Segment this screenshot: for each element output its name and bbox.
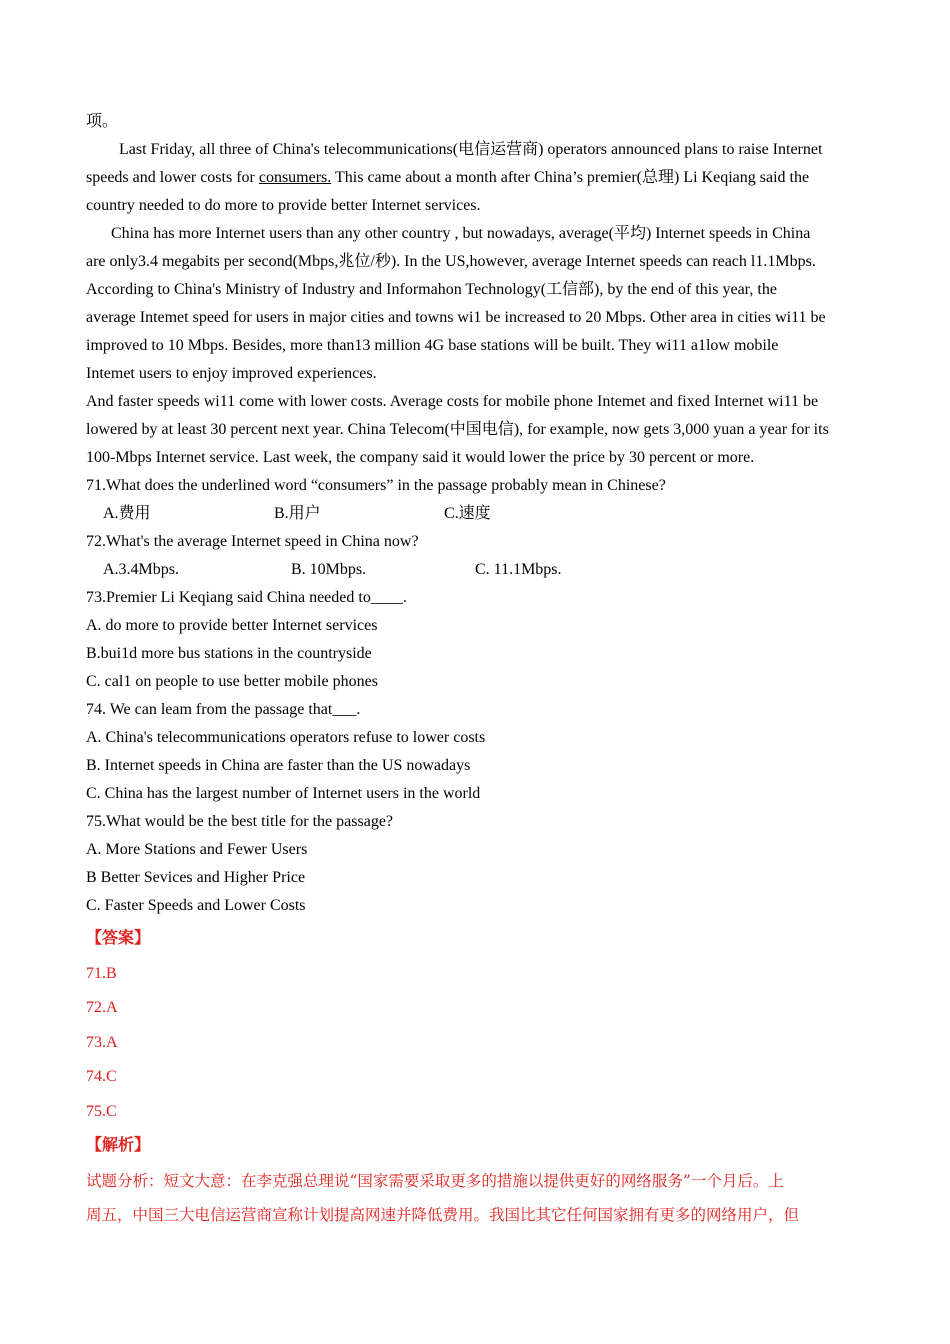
question-71: 71.What does the underlined word “consumers” in the passage probably mean in Chinese? <box>86 477 666 494</box>
question-73: 73.Premier Li Keqiang said China needed to____. <box>86 589 407 606</box>
option: C. cal1 on people to use better mobile phones <box>86 673 378 690</box>
underlined-word-consumers: consumers. <box>258 169 332 186</box>
question-71-options <box>86 500 870 528</box>
passage-line: average Intemet speed for users in major cities and towns wi1 be increased to 20 Mbps. Other area in cities wi11 be <box>86 309 826 326</box>
passage-line: 100-Mbps Internet service. Last week, the company said it would lower the price by 30 percent or more. <box>86 449 755 466</box>
passage-line: And faster speeds wi11 come with lower costs. Average costs for mobile phone Intemet and fixed Internet wi11 be <box>86 393 819 410</box>
passage-line: Last Friday, all three of China's telecommunications(电信运营商) operators announced plans to raise Internet <box>119 141 823 158</box>
option: C. China has the largest number of Internet users in the world <box>86 785 481 802</box>
option: A. China's telecommunications operators refuse to lower costs <box>86 729 486 746</box>
passage-line: China has more Internet users than any other country , but nowadays, average(平均) Internet speeds in China <box>111 225 811 242</box>
option: C. Faster Speeds and Lower Costs <box>86 897 306 914</box>
passage-line: Intemet users to enjoy improved experiences. <box>86 365 377 382</box>
passage-line: improved to 10 Mbps. Besides, more than13 million 4G base stations will be built. They wi11 a1low mobile <box>86 337 779 354</box>
option: C. 11.1Mbps. <box>475 561 562 578</box>
question-75: 75.What would be the best title for the passage? <box>86 813 394 830</box>
option: B. 10Mbps. <box>291 561 367 578</box>
option: C.速度 <box>444 505 491 522</box>
answer-heading: 【答案】 <box>86 930 151 947</box>
answer-item: 73.A <box>86 1033 118 1051</box>
passage-line: speeds and lower costs for consumers. This came about a month after China’s premier(总理) Li Keqiang said the <box>86 169 810 186</box>
option: B.用户 <box>274 505 321 522</box>
option: A. More Stations and Fewer Users <box>86 841 308 858</box>
passage-line: lowered by at least 30 percent next year. China Telecom(中国电信), for example, now gets 3,000 yuan a year for its <box>86 421 829 438</box>
option: B Better Sevices and Higher Price <box>86 869 306 886</box>
question-72-options <box>86 556 870 584</box>
answer-item: 75.C <box>86 1102 117 1120</box>
document-page <box>86 108 870 1232</box>
passage-line: are only3.4 megabits per second(Mbps,兆位/秒). In the US,however, average Internet speeds can reach l1.1Mbps. <box>86 253 816 270</box>
analysis-line: 周五，中国三大电信运营商宣称计划提高网速并降低费用。我国比其它任何国家拥有更多的网络用户，但 <box>86 1205 800 1224</box>
question-72: 72.What's the average Internet speed in China now? <box>86 533 419 550</box>
option: A.3.4Mbps. <box>103 561 180 578</box>
answer-item: 71.B <box>86 964 117 982</box>
answer-item: 74.C <box>86 1068 117 1085</box>
top-fragment: 项。 <box>86 113 119 130</box>
option: B. Internet speeds in China are faster than the US nowadays <box>86 757 471 774</box>
option: A.费用 <box>103 505 151 522</box>
answer-item: 72.A <box>86 999 118 1016</box>
option: A. do more to provide better Internet services <box>86 617 378 634</box>
analysis-line: 试题分析：短文大意：在李克强总理说“国家需要采取更多的措施以提供更好的网络服务”一个月后。上 <box>86 1171 784 1190</box>
passage-line: According to China's Ministry of Industry and Informahon Technology(工信部), by the end of this year, the <box>86 281 777 298</box>
analysis-heading: 【解析】 <box>86 1137 151 1154</box>
question-74: 74. We can leam from the passage that___. <box>86 701 361 718</box>
passage-line: country needed to do more to provide better Internet services. <box>86 197 481 214</box>
option: B.bui1d more bus stations in the countryside <box>86 645 372 662</box>
